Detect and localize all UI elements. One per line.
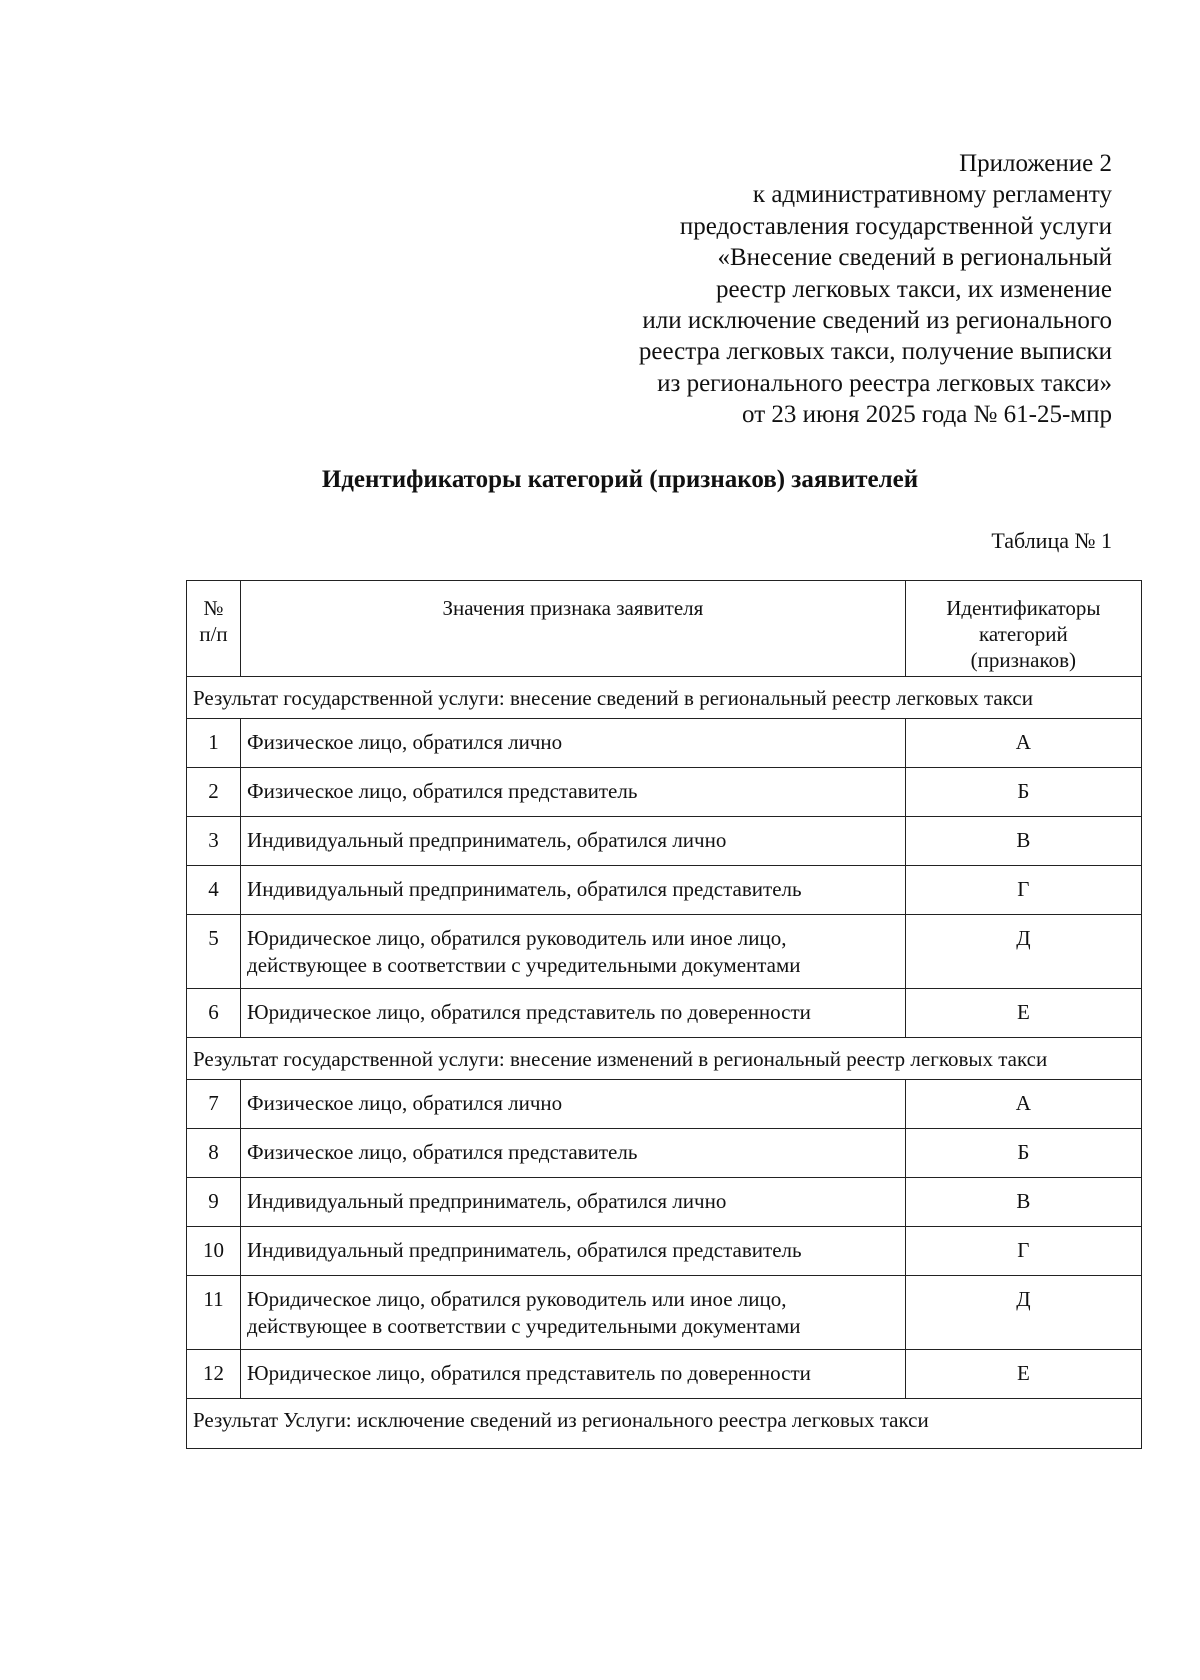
header-id-line: категорий [979, 622, 1068, 646]
table-row [187, 719, 1142, 768]
row-value: Физическое лицо, обратился представитель [241, 768, 906, 817]
row-value: Юридическое лицо, обратился представитель по доверенности [241, 1350, 906, 1399]
row-identifier: А [905, 1080, 1141, 1129]
row-identifier: Г [905, 1227, 1141, 1276]
table-row [187, 1080, 1142, 1129]
header-id-line: Идентификаторы [946, 596, 1101, 620]
document-title: Идентификаторы категорий (признаков) заявителей [321, 466, 919, 493]
row-value-line: действующее в соответствии с учредительными документами [247, 1314, 801, 1338]
section-title: Результат Услуги: исключение сведений из регионального реестра легковых такси [187, 1399, 1142, 1449]
row-value: Физическое лицо, обратился лично [241, 1080, 906, 1129]
identifiers-table [186, 580, 1142, 1449]
section-title: Результат государственной услуги: внесение сведений в региональный реестр легковых такси [187, 677, 1142, 719]
row-identifier: Б [905, 1129, 1141, 1178]
row-num: 10 [187, 1227, 241, 1276]
header-num-line: № [203, 596, 224, 620]
row-value: Юридическое лицо, обратился представитель по доверенности [241, 989, 906, 1038]
row-identifier: Б [905, 768, 1141, 817]
section-title: Результат государственной услуги: внесение изменений в региональный реестр легковых такси [187, 1038, 1142, 1080]
row-num: 9 [187, 1178, 241, 1227]
row-num: 1 [187, 719, 241, 768]
row-value: Индивидуальный предприниматель, обратился представитель [241, 1227, 906, 1276]
row-value: Индивидуальный предприниматель, обратился представитель [241, 866, 906, 915]
table-header-row [187, 581, 1142, 677]
header-id-line: (признаков) [970, 648, 1077, 672]
header-num [187, 581, 241, 677]
row-value: Индивидуальный предприниматель, обратился лично [241, 817, 906, 866]
header-value: Значения признака заявителя [241, 581, 906, 677]
row-num: 11 [187, 1276, 241, 1350]
row-value: Индивидуальный предприниматель, обратился лично [241, 1178, 906, 1227]
annex-line: или исключение сведений из регионального [642, 307, 1112, 335]
row-num: 8 [187, 1129, 241, 1178]
header-num-line: п/п [199, 622, 228, 646]
row-identifier: Г [905, 866, 1141, 915]
row-value-line: Юридическое лицо, обратился руководитель или иное лицо, [247, 926, 787, 950]
annex-line: «Внесение сведений в региональный [717, 244, 1112, 272]
row-num: 3 [187, 817, 241, 866]
row-value [241, 1276, 906, 1350]
table-row [187, 1350, 1142, 1399]
table-row [187, 768, 1142, 817]
table-row [187, 817, 1142, 866]
annex-line: к административному регламенту [752, 181, 1112, 209]
table-number: Таблица № 1 [991, 528, 1112, 553]
row-num: 6 [187, 989, 241, 1038]
table-row [187, 1227, 1142, 1276]
row-num: 2 [187, 768, 241, 817]
annex-line: реестра легковых такси, получение выписки [638, 338, 1112, 366]
section-row [187, 1038, 1142, 1080]
row-num: 7 [187, 1080, 241, 1129]
row-value: Физическое лицо, обратился лично [241, 719, 906, 768]
table-row [187, 989, 1142, 1038]
row-identifier: Е [905, 989, 1141, 1038]
row-value-line: Юридическое лицо, обратился руководитель или иное лицо, [247, 1287, 787, 1311]
row-num: 5 [187, 915, 241, 989]
annex-line: Приложение 2 [959, 150, 1112, 177]
table-row [187, 866, 1142, 915]
table-row [187, 1276, 1142, 1350]
row-identifier: Д [905, 915, 1141, 989]
row-identifier: Д [905, 1276, 1141, 1350]
section-row [187, 1399, 1142, 1449]
annex-line: от 23 июня 2025 года № 61-25-мпр [742, 401, 1112, 429]
row-value: Физическое лицо, обратился представитель [241, 1129, 906, 1178]
annex-line: из регионального реестра легковых такси» [657, 369, 1112, 397]
annex-header [552, 148, 1112, 431]
annex-line: предоставления государственной услуги [679, 212, 1112, 240]
row-identifier: В [905, 1178, 1141, 1227]
annex-line: реестр легковых такси, их изменение [715, 275, 1112, 303]
row-num: 12 [187, 1350, 241, 1399]
row-identifier: Е [905, 1350, 1141, 1399]
table-row [187, 915, 1142, 989]
row-value-line: действующее в соответствии с учредительными документами [247, 953, 801, 977]
section-row [187, 677, 1142, 719]
row-identifier: А [905, 719, 1141, 768]
table-row [187, 1129, 1142, 1178]
row-num: 4 [187, 866, 241, 915]
row-identifier: В [905, 817, 1141, 866]
header-identifier [905, 581, 1141, 677]
table-row [187, 1178, 1142, 1227]
row-value [241, 915, 906, 989]
